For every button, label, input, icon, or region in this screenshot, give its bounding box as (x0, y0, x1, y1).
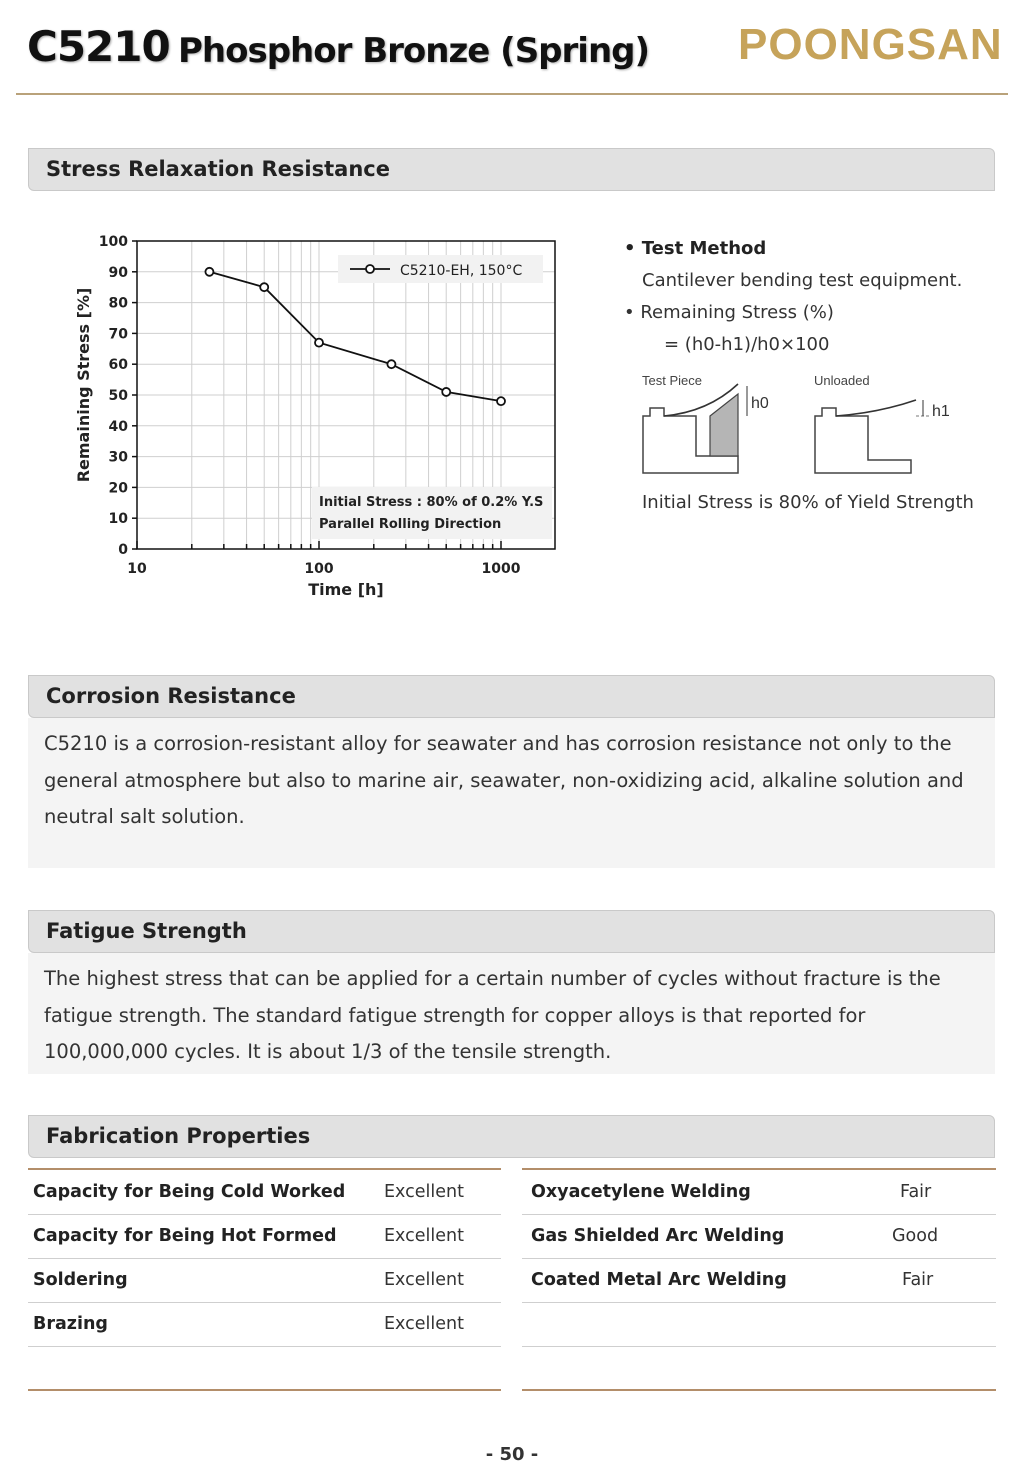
y-tick-label: 10 (108, 511, 128, 528)
property-name: Capacity for Being Cold Worked (33, 1182, 346, 1202)
data-point (260, 283, 268, 291)
stress-relaxation-chart (60, 225, 580, 610)
initial-stress-note: Initial Stress is 80% of Yield Strength (642, 492, 974, 513)
property-rating: Excellent (384, 1314, 464, 1334)
x-tick-label: 10 (127, 561, 147, 577)
page-number: - 50 - (485, 1444, 539, 1465)
property-rating: Fair (900, 1182, 932, 1202)
property-name: Capacity for Being Hot Formed (33, 1226, 337, 1246)
table-row (522, 1171, 996, 1215)
bullet-icon: • (624, 302, 635, 323)
x-tick-label: 1000 (481, 561, 521, 577)
section-header-stress (28, 148, 995, 191)
legend-marker (366, 265, 374, 273)
property-rating: Excellent (384, 1270, 464, 1290)
table-row (522, 1259, 996, 1303)
y-tick-label: 90 (108, 264, 128, 281)
title-name: Phosphor Bronze (Spring) (178, 31, 650, 71)
table-row (28, 1303, 501, 1347)
fatigue-text: The highest stress that can be applied for a certain number of cycles without fracture is the fatigue strength. The standard fatigue strength for copper alloys is that reported for 100,000,000 cycles. It is about 1/3 of the tensile strength. (28, 953, 995, 1074)
table-row (28, 1259, 501, 1303)
deflected-area (710, 394, 738, 456)
annotation-line-1: Initial Stress : 80% of 0.2% Y.S (319, 495, 544, 510)
property-rating: Excellent (384, 1182, 464, 1202)
method-text: Cantilever bending test equipment. (642, 270, 963, 291)
table-bottom-rule-right (522, 1389, 996, 1391)
section-header-fabrication (28, 1115, 995, 1158)
property-name: Soldering (33, 1270, 128, 1290)
logo: POONGSAN (738, 20, 1003, 69)
property-name: Brazing (33, 1314, 108, 1334)
formula: = (h0-h1)/h0×100 (664, 334, 830, 355)
data-point (205, 268, 213, 276)
series-line (209, 272, 501, 401)
y-axis-label: Remaining Stress [%] (74, 287, 93, 483)
annotation-line-2: Parallel Rolling Direction (319, 517, 502, 532)
section-title: Corrosion Resistance (46, 684, 296, 708)
section-title: Fabrication Properties (46, 1124, 311, 1148)
table-top-rule-right (522, 1168, 996, 1170)
corrosion-text: C5210 is a corrosion-resistant alloy for seawater and has corrosion resistance not only to the general atmosphere but also to marine air, seawater, non-oxidizing acid, alkaline solution and neutral salt solution. (28, 718, 995, 868)
data-point (315, 339, 323, 347)
y-tick-label: 60 (108, 357, 128, 374)
x-axis-label: Time [h] (308, 580, 384, 599)
remaining-label: Remaining Stress (%) (640, 302, 834, 323)
bullet-icon: • (624, 238, 636, 259)
x-tick-label: 100 (304, 561, 334, 577)
table-row (28, 1215, 501, 1259)
x-tick-labels (127, 561, 520, 577)
data-point (497, 397, 505, 405)
section-header-fatigue (28, 910, 995, 953)
h0-label: h0 (751, 395, 769, 412)
method-title: Test Method (641, 238, 767, 259)
h1-label: h1 (932, 403, 950, 420)
y-tick-label: 100 (98, 234, 128, 250)
property-name: Coated Metal Arc Welding (531, 1270, 787, 1290)
y-tick-label: 40 (108, 418, 128, 435)
section-title: Stress Relaxation Resistance (46, 157, 390, 181)
y-tick-label: 70 (108, 326, 128, 343)
data-point (442, 388, 450, 396)
property-name: Oxyacetylene Welding (531, 1182, 751, 1202)
property-rating: Fair (902, 1270, 934, 1290)
y-tick-label: 30 (108, 449, 128, 466)
y-tick-labels (99, 234, 128, 558)
section-title: Fatigue Strength (46, 919, 247, 943)
legend-label: C5210-EH, 150°C (400, 263, 523, 279)
test-piece-diagram (638, 368, 968, 480)
property-rating: Good (892, 1226, 939, 1246)
test-method-block (624, 233, 1014, 361)
section-header-corrosion (28, 675, 995, 718)
property-rating: Excellent (384, 1226, 464, 1246)
table-row (28, 1171, 501, 1215)
relaxed-strip (836, 400, 916, 416)
chart-series (205, 268, 505, 405)
diagram-label-test-piece: Test Piece (642, 373, 702, 388)
table-row-empty (522, 1303, 996, 1347)
y-tick-label: 20 (108, 480, 128, 497)
data-point (387, 360, 395, 368)
y-tick-label: 80 (108, 295, 128, 312)
title-code: C5210 (27, 22, 170, 71)
diagram-label-unloaded: Unloaded (814, 373, 870, 388)
table-top-rule-left (28, 1168, 501, 1170)
table-bottom-rule-left (28, 1389, 501, 1391)
property-name: Gas Shielded Arc Welding (531, 1226, 785, 1246)
title-divider (16, 93, 1008, 95)
y-tick-label: 0 (118, 542, 128, 558)
y-tick-label: 50 (108, 388, 128, 404)
table-row (522, 1215, 996, 1259)
fixture-shape-unloaded (815, 408, 911, 473)
